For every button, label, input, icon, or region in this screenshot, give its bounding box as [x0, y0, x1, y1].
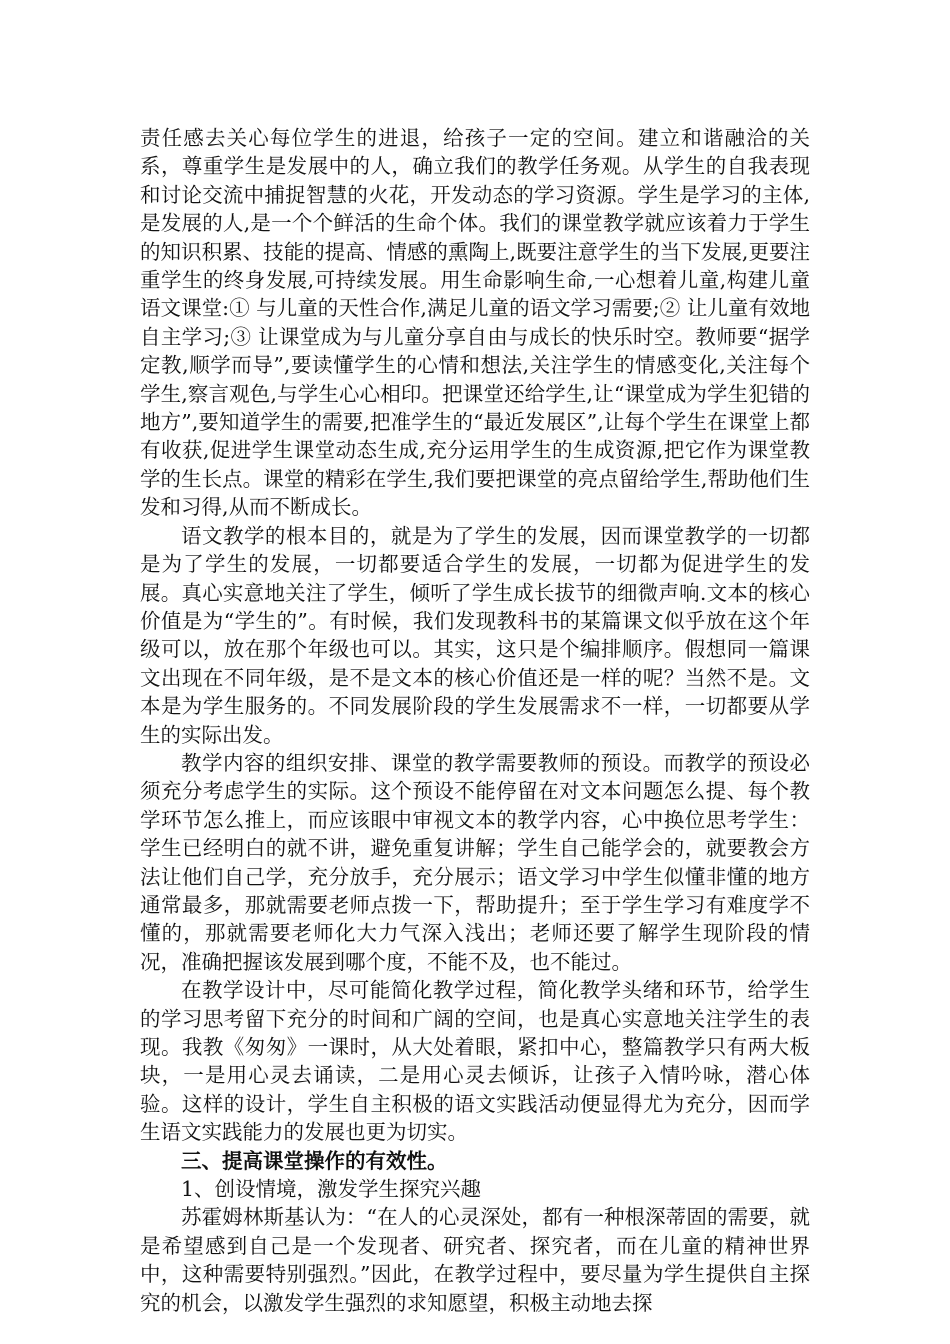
- paragraph-continued: 责任感去关心每位学生的进退，给孩子一定的空间。建立和谐融洽的关系，尊重学生是发展中的人，确立我们的教学任务观。从学生的自我表现和讨论交流中捕捉智慧的火花，开发动态的学习资源。学生是学习的主体,是发展的人,是一个个鲜活的生命个体。我们的课堂教学就应该着力于学生的知识积累、技能的提高、情感的熏陶上,既要注意学生的当下发展,更要注重学生的终身发展,可持续发展。用生命影响生命,一心想着儿童,构建儿童语文课堂:① 与儿童的天性合作,满足儿童的语文学习需要;② 让儿童有效地自主学习;③ 让课堂成为与儿童分享自由与成长的快乐时空。教师要“据学定教,顺学而导”,要读懂学生的心情和想法,关注学生的情感变化,关注每个学生,察言观色,与学生心心相印。把课堂还给学生,让“课堂成为学生犯错的地方”,要知道学生的需要,把准学生的“最近发展区”,让每个学生在课堂上都有收获,促进学生课堂动态生成,充分运用学生的生成资源,把它作为课堂教学的生长点。课堂的精彩在学生,我们要把课堂的亮点留给学生,帮助他们生发和习得,从而不断成长。: [140, 126, 810, 520]
- paragraph-teaching-purpose: 语文教学的根本目的，就是为了学生的发展，因而课堂教学的一切都是为了学生的发展，一切都要适合学生的发展，一切都为促进学生的发展。真心实意地关注了学生，倾听了学生成长拔节的细微声响.文本的核心价值是为“学生的”。有时候，我们发现教科书的某篇课文似乎放在这个年级可以，放在那个年级也可以。其实，这只是个编排顺序。假想同一篇课文出现在不同年级，是不是文本的核心价值还是一样的呢？当然不是。文本是为学生服务的。不同发展阶段的学生发展需求不一样，一切都要从学生的实际出发。: [140, 523, 810, 747]
- paragraph-teaching-design: 在教学设计中，尽可能简化教学过程，简化教学头绪和环节，给学生的学习思考留下充分的时间和广阔的空间，也是真心实意地关注学生的表现。我教《匆匆》一课时，从大处着眼，紧扣中心，整篇教学只有两大板块，一是用心灵去诵读，二是用心灵去倾诉，让孩子入情吟咏，潜心体验。这样的设计，学生自主积极的语文实践活动便显得尤为充分，因而学生语文实践能力的发展也更为切实。: [140, 978, 810, 1145]
- section-heading: 三、提高课堂操作的有效性。: [181, 1148, 448, 1173]
- subsection-heading: 1、创设情境，激发学生探究兴趣: [181, 1177, 482, 1202]
- paragraph-teaching-content: 教学内容的组织安排、课堂的教学需要教师的预设。而教学的预设必须充分考虑学生的实际。这个预设不能停留在对文本问题怎么提、每个教学环节怎么推上，而应该眼中审视文本的教学内容，心中换位思考学生：学生已经明白的就不讲，避免重复讲解；学生自己能学会的，就要教会方法让他们自己学，充分放手，充分展示；语文学习中学生似懂非懂的地方通常最多，那就需要老师点拨一下，帮助提升；至于学生学习有难度学不懂的，那就需要老师化大力气深入浅出；老师还要了解学生现阶段的情况，准确把握该发展到哪个度，不能不及，也不能过。: [140, 750, 810, 974]
- document-page: [140, 124, 810, 1317]
- paragraph-suhomlinsky: 苏霍姆林斯基认为：“在人的心灵深处，都有一种根深蒂固的需要，就是希望感到自己是一个发现者、研究者、探究者，而在儿童的精神世界中，这种需要特别强烈。”因此，在教学过程中，要尽量为学生提供自主探究的机会，以激发学生强烈的求知愿望，积极主动地去探: [140, 1205, 810, 1315]
